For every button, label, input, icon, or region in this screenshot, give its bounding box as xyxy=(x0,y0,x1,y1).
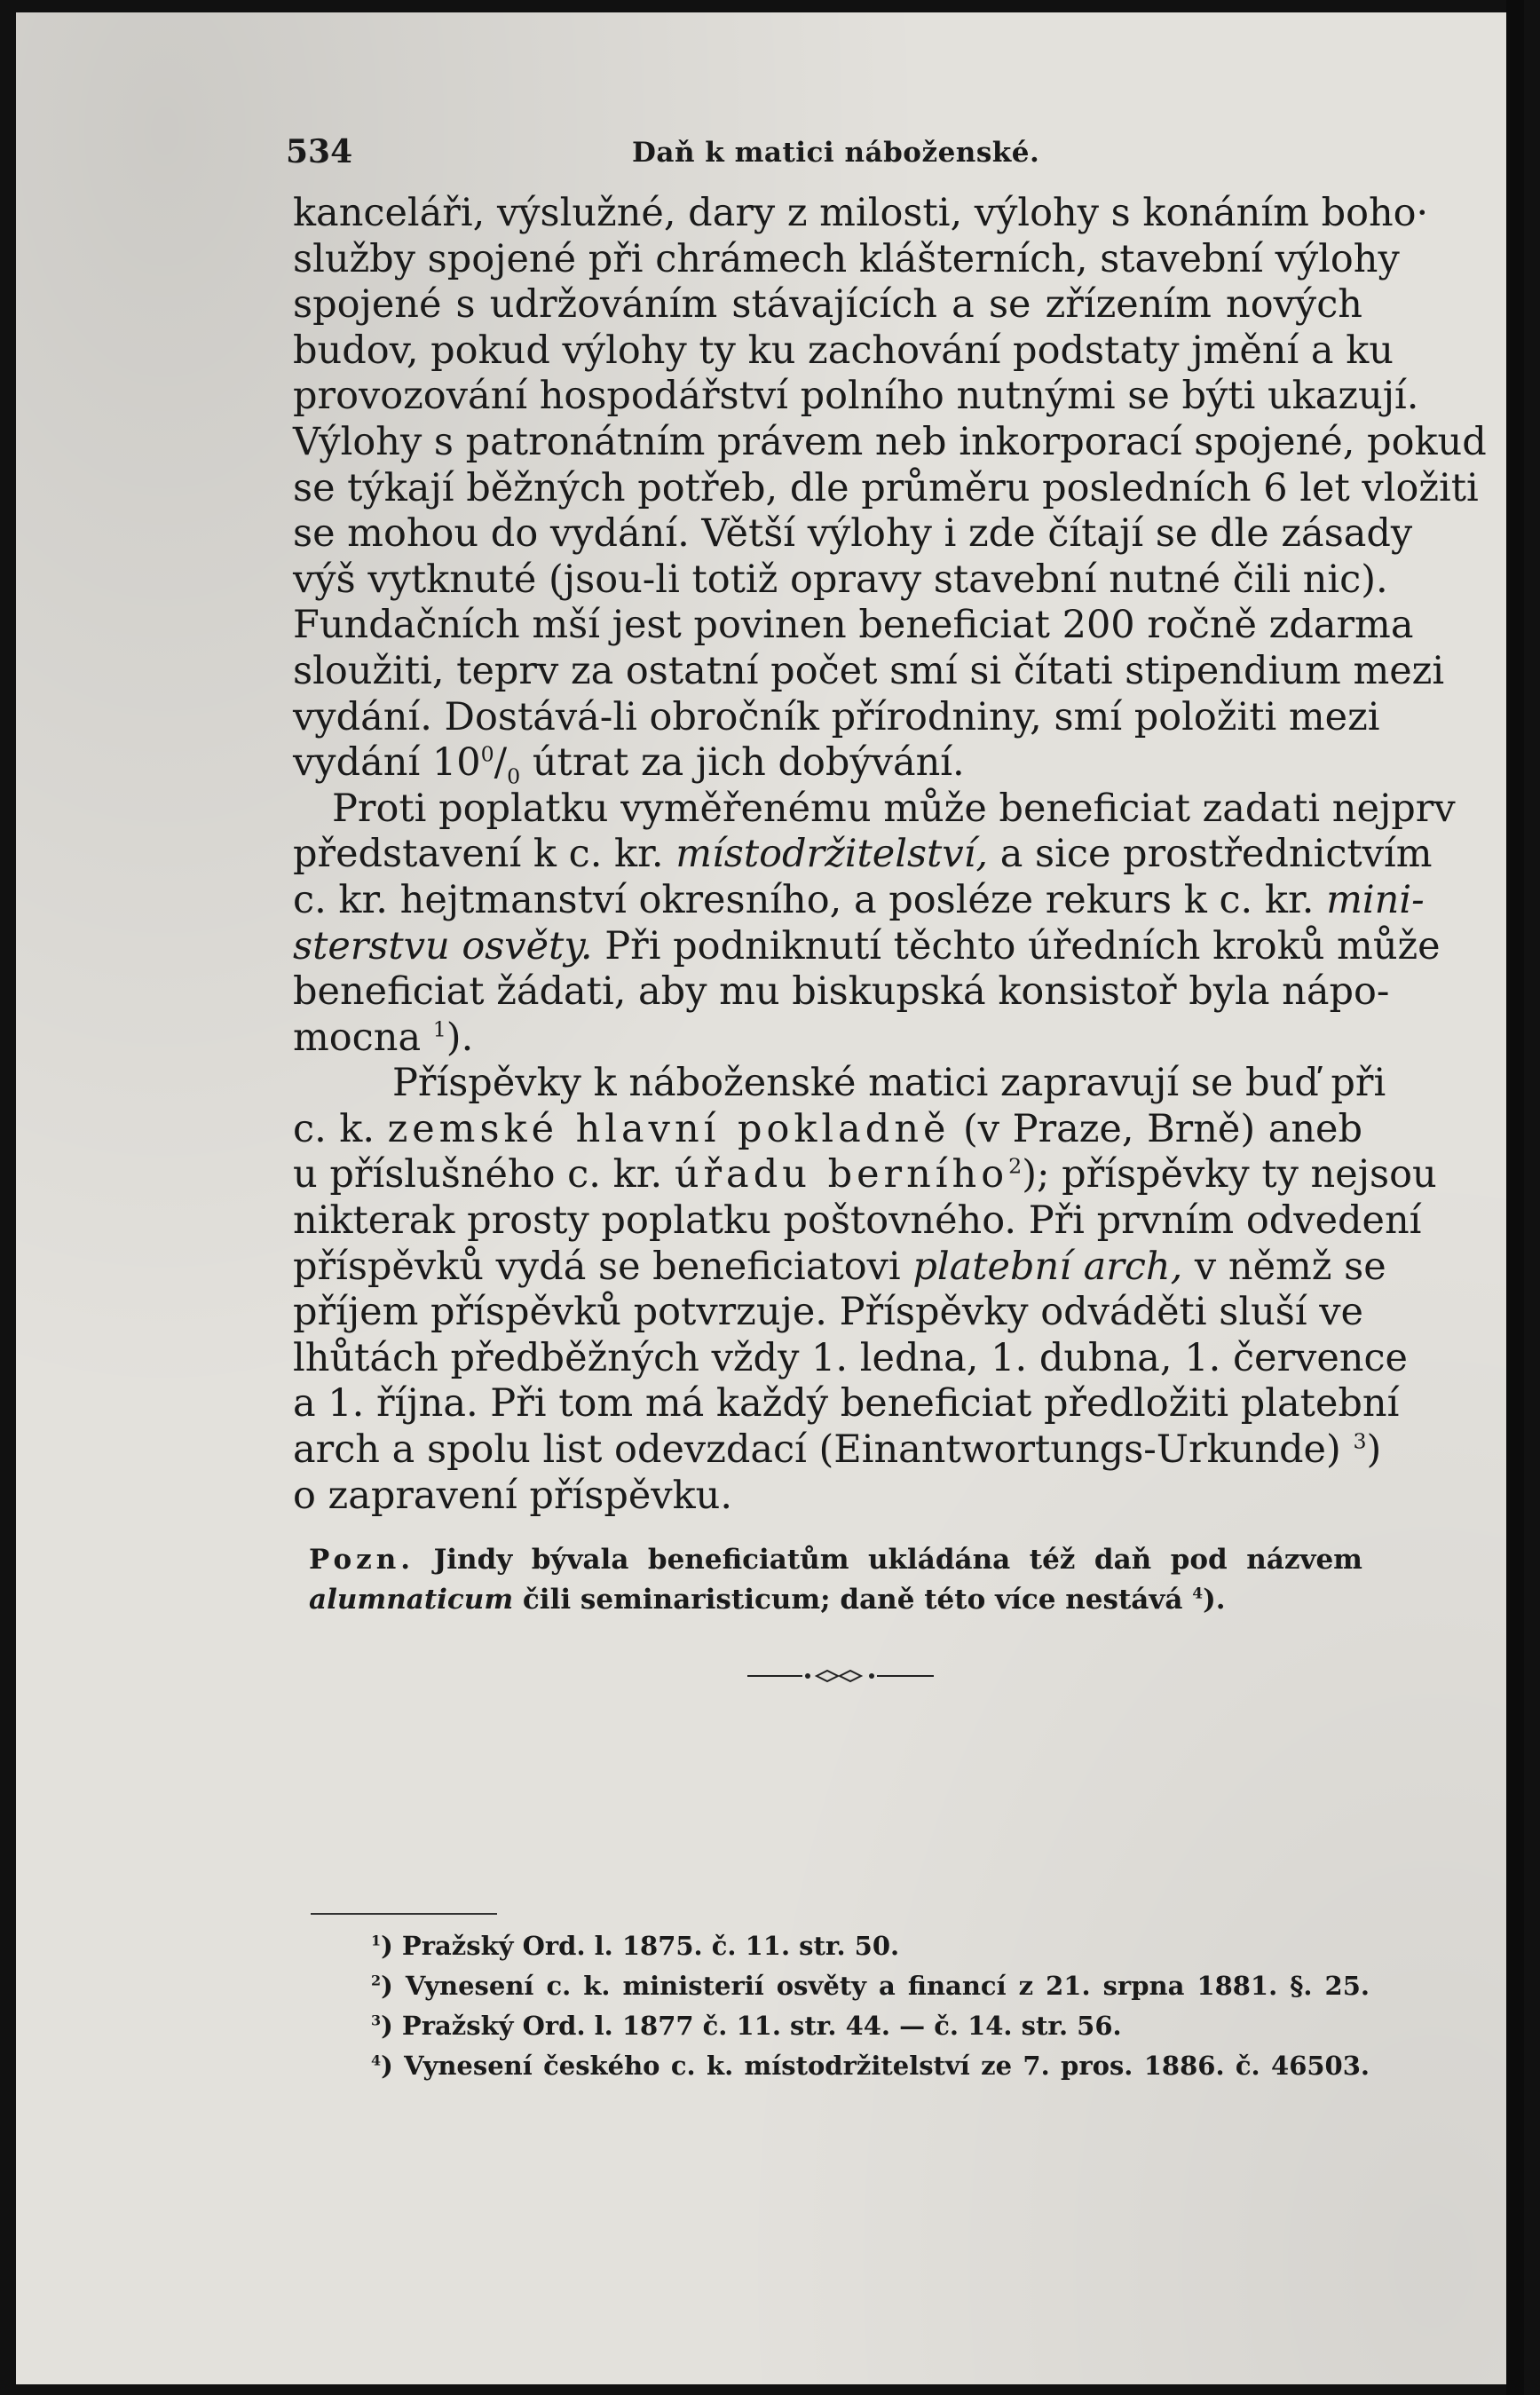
text-line: příjem příspěvků potvrzuje. Příspěvky odváděti sluší ve xyxy=(293,1290,1363,1335)
text-line: služby spojené při chrámech klášterních, stavební výlohy xyxy=(293,236,1400,281)
body-text xyxy=(293,191,1487,1620)
paragraph-3 xyxy=(293,1061,1437,1519)
text-line: a 1. října. Při tom má každý beneficiat předložiti platební xyxy=(293,1381,1400,1427)
note-paragraph xyxy=(293,1540,1362,1620)
text-line: sterstvu osvěty. Při podniknutí těchto úředních kroků může xyxy=(293,923,1441,968)
text-line: beneficiat žádati, aby mu biskupská konsistoř byla nápo- xyxy=(293,969,1390,1015)
text-line: provozování hospodářství polního nutnými se býti ukazují. xyxy=(293,374,1419,419)
text-line: lhůtách předběžných vždy 1. ledna, 1. dubna, 1. července xyxy=(293,1335,1408,1380)
text-line: nikterak prosty poplatku poštovného. Při prvním odvedení xyxy=(293,1198,1422,1244)
paragraph-1 xyxy=(293,191,1487,789)
footnote-rule xyxy=(311,1913,497,1915)
text-line: kanceláři, výslužné, dary z milosti, výlohy s konáním boho· xyxy=(293,191,1429,235)
text-line: se týkají běžných potřeb, dle průměru posledních 6 let vložiti xyxy=(293,465,1479,510)
text-line: Fundačních mší jest povinen beneficiat 200 ročně zdarma xyxy=(293,603,1414,648)
footnote-1: $^1$) Pražský Ord. l. 1875. č. 11. str. 50. xyxy=(371,1931,900,1961)
text-line: mocna $^1$). xyxy=(293,1015,474,1060)
text-line: u příslušného c. kr. úřadu berního$^2$); příspěvky ty nejsou xyxy=(293,1152,1437,1198)
section-divider xyxy=(747,1667,934,1685)
text-line: budov, pokud výlohy ty ku zachování podstaty jmění a ku xyxy=(293,328,1394,373)
text-line: výš vytknuté (jsou-li totiž opravy stavební nutné čili nic). xyxy=(293,557,1388,602)
scan-gutter xyxy=(1506,0,1524,2395)
note-line: alumnaticum čili seminaristicum; daně této více nestává $^4$). xyxy=(309,1584,1226,1616)
text-line: Proti poplatku vyměřenému může beneficiat zadati nejprv xyxy=(332,786,1456,831)
text-line: Příspěvky k náboženské matici zapravují se buď při xyxy=(392,1061,1386,1106)
footnote-4: $^4$) Vynesení českého c. k. místodržitelství ze 7. pros. 1886. č. 46503. xyxy=(371,2051,1370,2081)
note-line: Pozn. Jindy bývala beneficiatům ukládána též daň pod názvem xyxy=(309,1544,1362,1577)
text-line: sloužiti, teprv za ostatní počet smí si čítati stipendium mezi xyxy=(293,648,1445,693)
text-line: vydání. Dostává-li obročník přírodniny, smí položiti mezi xyxy=(293,694,1380,739)
text-line: vydání $10^0/_0$ útrat za jich dobývání. xyxy=(293,740,965,789)
paragraph-2 xyxy=(293,786,1456,1062)
footnote-3: $^3$) Pražský Ord. l. 1877 č. 11. str. 44. — č. 14. str. 56. xyxy=(371,2011,1122,2041)
text-line: o zapravení příspěvku. xyxy=(293,1473,733,1518)
running-header xyxy=(286,133,1351,178)
text-line: Výlohy s patronátním právem neb inkorporací spojené, pokud xyxy=(293,419,1487,464)
footnote-2: $^2$) Vynesení c. k. ministerií osvěty a financí z 21. srpna 1881. §. 25. xyxy=(371,1971,1370,2001)
text-line: představení k c. kr. místodržitelství, a sice prostřednictvím xyxy=(293,832,1433,877)
text-line: se mohou do vydání. Větší výlohy i zde čítají se dle zásady xyxy=(293,511,1413,557)
text-line: c. k. zemské hlavní pokladně (v Praze, Brně) aneb xyxy=(293,1106,1362,1151)
text-line: spojené s udržováním stávajících a se zřízením nových xyxy=(293,282,1362,328)
text-line: arch a spolu list odevzdací (Einantwortungs-Urkunde) $^3$) xyxy=(293,1427,1382,1473)
text-line: příspěvků vydá se beneficiatovi platební arch, v němž se xyxy=(293,1244,1386,1289)
running-title: Daň k matici náboženské. xyxy=(632,137,1040,169)
footnotes xyxy=(371,1926,1370,2086)
text-line: c. kr. hejtmanství okresního, a posléze rekurs k c. kr. mini- xyxy=(293,877,1425,922)
page-number: 534 xyxy=(286,133,353,170)
